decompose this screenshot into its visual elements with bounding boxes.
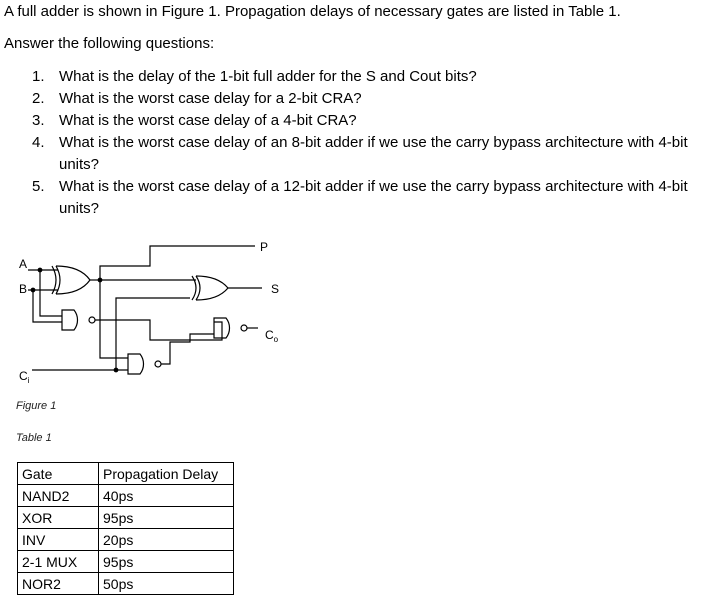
- table-cell: INV: [18, 529, 99, 551]
- table-row: [18, 573, 234, 595]
- figure-caption: Figure 1: [16, 400, 57, 412]
- nand-gate-2: [128, 354, 161, 374]
- table-row: [18, 529, 234, 551]
- label-p: P: [260, 240, 269, 254]
- wire-p-nand2: [100, 280, 128, 358]
- intro-text: A full adder is shown in Figure 1. Propagation delays of necessary gates are listed in Table 1.: [4, 3, 621, 20]
- delay-table: [17, 462, 234, 595]
- full-adder-circuit: [0, 230, 320, 390]
- table-caption: Table 1: [16, 432, 52, 444]
- table-cell: NAND2: [18, 485, 99, 507]
- table-cell: 40ps: [99, 485, 234, 507]
- wire-nand2-out: [161, 334, 214, 364]
- table-header-row: [18, 463, 234, 485]
- label-ci-sub: i: [27, 376, 30, 385]
- question-number: 3.: [32, 112, 45, 129]
- question-text: What is the worst case delay of an 8-bit adder if we use the carry bypass architecture with 4-bit units?: [59, 134, 688, 173]
- table-header-cell: Propagation Delay: [99, 463, 234, 485]
- question-text: What is the delay of the 1-bit full adder for the S and Cout bits?: [59, 68, 477, 85]
- table-cell: NOR2: [18, 573, 99, 595]
- question-text: What is the worst case delay for a 2-bit CRA?: [59, 90, 362, 107]
- table-cell: 95ps: [99, 507, 234, 529]
- wire-a-nand: [40, 270, 62, 316]
- nand-gate-1: [62, 310, 95, 330]
- wire-p-out: [100, 246, 255, 280]
- question-number: 1.: [32, 68, 45, 85]
- label-a: A: [19, 257, 28, 271]
- question-number: 4.: [32, 134, 45, 151]
- label-b: B: [19, 282, 28, 296]
- wire-nand1-out: [95, 320, 222, 340]
- question-number: 5.: [32, 178, 45, 195]
- table-cell: XOR: [18, 507, 99, 529]
- label-co: [265, 328, 279, 344]
- table-cell: 20ps: [99, 529, 234, 551]
- table-row: [18, 485, 234, 507]
- label-ci-main: C: [19, 369, 28, 383]
- question-text: What is the worst case delay of a 4-bit CRA?: [59, 112, 357, 129]
- xor-gate-2: [192, 276, 228, 300]
- table-cell: 95ps: [99, 551, 234, 573]
- answer-prompt: Answer the following questions:: [4, 35, 215, 52]
- xor-gate-1: [52, 266, 90, 294]
- table-cell: 50ps: [99, 573, 234, 595]
- question-number: 2.: [32, 90, 45, 107]
- table-row: [18, 551, 234, 573]
- table-row: [18, 507, 234, 529]
- label-ci: [19, 369, 30, 385]
- wire-b-nand: [33, 290, 62, 322]
- label-co-main: C: [265, 328, 274, 342]
- label-co-sub: o: [273, 335, 279, 344]
- table-header-cell: Gate: [18, 463, 99, 485]
- table-cell: 2-1 MUX: [18, 551, 99, 573]
- nand-gate-3: [214, 318, 247, 338]
- question-text: What is the worst case delay of a 12-bit adder if we use the carry bypass architecture with 4-bit units?: [59, 178, 688, 217]
- wire-ci-xor2: [116, 298, 190, 370]
- label-s: S: [271, 282, 280, 296]
